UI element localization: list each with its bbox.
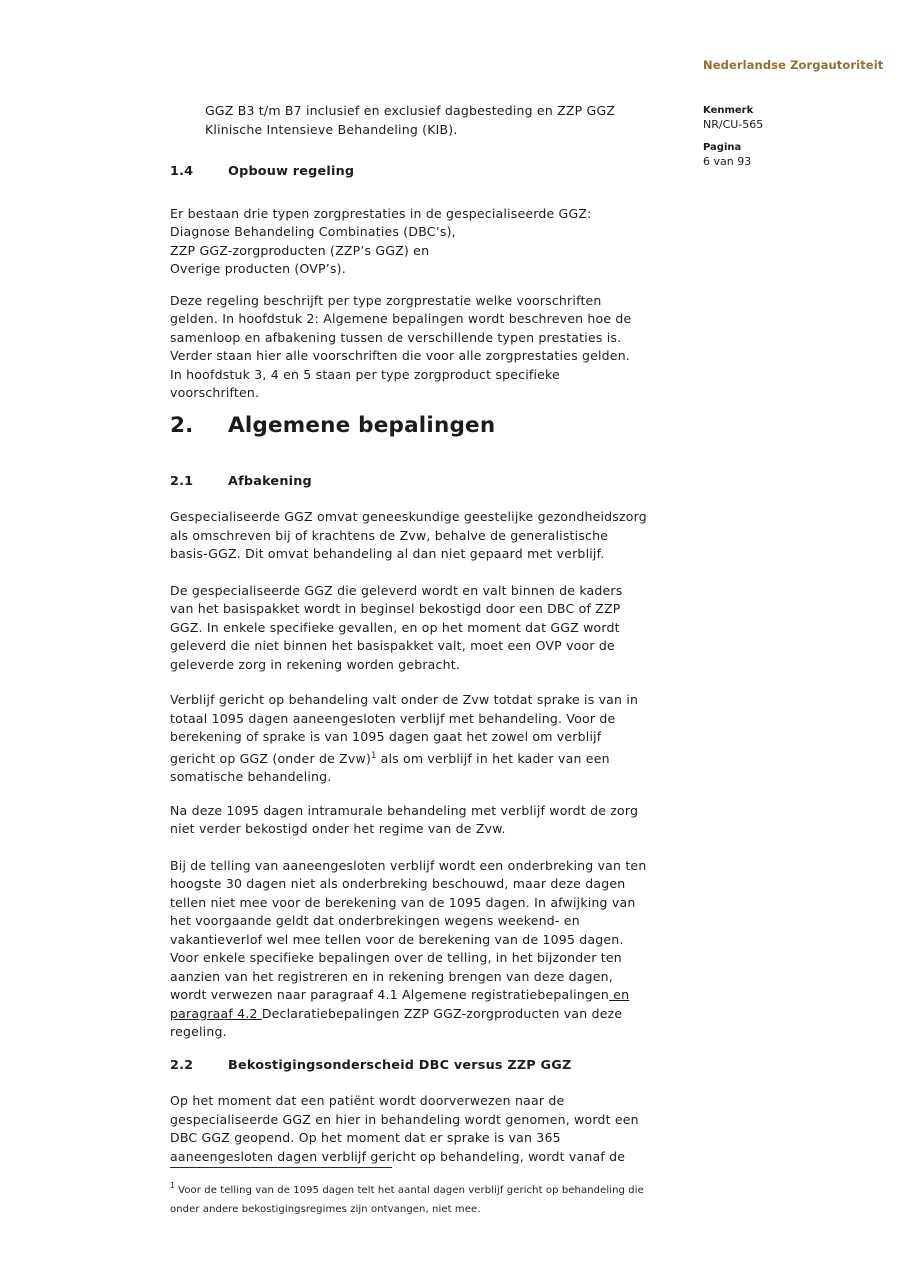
paragraph-text: Bij de telling van aaneengesloten verblijf wordt een onderbreking van ten hoogste 30 dagen niet als onderbreking beschouwd, maar deze dagen tellen niet mee voor de berekening van de 1095 dagen. In afwijking van het voorgaande geldt dat onderbrekingen wegens weekend- en vakantieverlof wel mee tellen voor de berekening van de 1095 dagen. Voor enkele specifieke bepalingen over de telling, in het bijzonder ten aanzien van het registreren en in rekening brengen van deze dagen, wordt verwezen naar paragraaf 4.1 Algemene registratiebepalingen xyxy=(170,857,647,1002)
chapter-title: Algemene bepalingen xyxy=(228,412,496,438)
paragraph: De gespecialiseerde GGZ die geleverd wordt en valt binnen de kaders van het basispakket wordt in beginsel bekostigd door een DBC of ZZP GGZ. In enkele specifieke gevallen, en op het moment dat GGZ wordt geleverd die niet binnen het basispakket valt, moet een OVP voor de geleverde zorg in rekening worden gebracht. xyxy=(170,582,623,672)
paragraph: Na deze 1095 dagen intramurale behandeling met verblijf wordt de zorg niet verder bekostigd onder het regime van de Zvw. xyxy=(170,802,639,836)
section-number: 2.1 xyxy=(170,473,194,489)
section-number: 1.4 xyxy=(170,164,194,179)
intro-paragraph: GGZ B3 t/m B7 inclusief en exclusief dagbesteding en ZZP GGZ Klinische Intensieve Behandeling (KIB). xyxy=(205,103,616,137)
footnote-reference: 1 xyxy=(371,750,377,761)
underlined-insertion: en paragraaf 4.2 xyxy=(170,987,630,1021)
chapter-heading-2 xyxy=(170,411,732,441)
section-title: Opbouw regeling xyxy=(228,164,355,179)
paragraph: Deze regeling beschrijft per type zorgprestatie welke voorschriften gelden. In hoofdstuk 2: Algemene bepalingen wordt beschreven hoe de samenloop en afbakening tussen de verschillende typen prestaties is. Verder staan hier alle voorschriften die voor alle zorgprestaties gelden. In hoofdstuk 3, 4 en 5 staan per type zorgproduct specifieke voorschriften. xyxy=(170,292,632,400)
footnote-number: 1 xyxy=(170,1181,175,1190)
pagina-value: 6 van 93 xyxy=(703,155,752,168)
paragraph-with-footnote-ref xyxy=(170,691,732,787)
pagina-label: Pagina xyxy=(703,142,742,153)
paragraph: Gespecialiseerde GGZ omvat geneeskundige geestelijke gezondheidszorg als omschreven bij of krachtens de Zvw, behalve de generalistische basis-GGZ. Dit omvat behandeling al dan niet gepaard met verblijf. xyxy=(170,509,647,561)
section-title: Afbakening xyxy=(228,473,312,489)
kenmerk-value: NR/CU-565 xyxy=(703,118,764,131)
paragraph: Er bestaan drie typen zorgprestaties in de gespecialiseerde GGZ: Diagnose Behandeling Combinaties (DBC’s), ZZP GGZ-zorgproducten (ZZP’s GGZ) en Overige producten (OVP’s). xyxy=(170,205,592,276)
footnote-area xyxy=(170,1167,710,1219)
footnote-text: Voor de telling van de 1095 dagen telt het aantal dagen verblijf gericht op behandeling die onder andere bekostigingsregimes zijn ontvangen, niet mee. xyxy=(170,1185,644,1215)
paragraph-with-underline xyxy=(170,857,732,1042)
section-title: Bekostigingsonderscheid DBC versus ZZP GGZ xyxy=(228,1057,572,1073)
nza-logo: Nederlandse Zorgautoriteit xyxy=(703,58,884,72)
paragraph: Op het moment dat een patiënt wordt doorverwezen naar de gespecialiseerde GGZ en hier in behandeling wordt genomen, wordt een DBC GGZ geopend. Op het moment dat er sprake is van 365 aaneengesloten dagen verblijf gericht op behandeling, wordt vanaf de xyxy=(170,1093,639,1164)
paragraph-text: als om verblijf in het kader van een somatische behandeling. xyxy=(170,750,610,784)
main-text-column xyxy=(170,102,732,1166)
section-heading-2-1 xyxy=(170,473,732,492)
chapter-number: 2. xyxy=(170,412,194,438)
paragraph-text: Declaratiebepalingen ZZP GGZ-zorgproducten van deze regeling. xyxy=(170,1005,623,1039)
paragraph-text: Verblijf gericht op behandeling valt onder de Zvw totdat sprake is van in totaal 1095 dagen aaneengesloten verblijf met behandeling. Voor de berekening of sprake is van 1095 dagen gaat het zowel om verblijf gericht op GGZ (onder de Zvw) xyxy=(170,692,639,766)
kenmerk-label: Kenmerk xyxy=(703,105,754,116)
footnote-separator-rule xyxy=(170,1167,392,1168)
section-heading-2-2 xyxy=(170,1057,732,1076)
section-heading-1-4 xyxy=(170,163,732,182)
section-number: 2.2 xyxy=(170,1057,194,1073)
footnote-text-block xyxy=(170,1176,710,1219)
